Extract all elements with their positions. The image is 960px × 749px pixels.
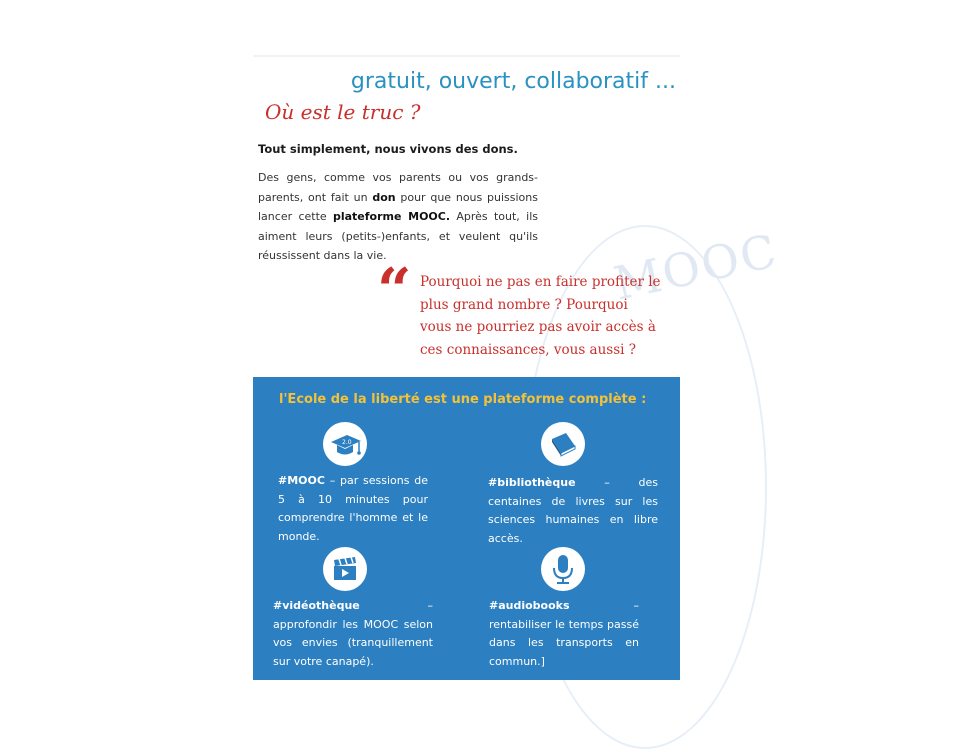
quote-line: vous ne pourriez pas avoir accès à xyxy=(420,319,656,335)
feature-bibliotheque-text xyxy=(488,474,658,548)
intro-paragraph xyxy=(258,168,538,266)
feature-mooc-text xyxy=(278,472,428,546)
page-subtitle: Où est le truc ? xyxy=(265,100,421,124)
feature-videotheque-tag: #vidéothèque xyxy=(273,599,360,612)
feature-audiobooks-text xyxy=(489,597,639,671)
intro-lead: Tout simplement, nous vivons des dons. xyxy=(258,142,518,156)
features-panel xyxy=(253,377,680,680)
feature-audiobooks-tag: #audiobooks xyxy=(489,599,570,612)
flyer-page xyxy=(253,55,783,680)
feature-videotheque-text xyxy=(273,597,433,671)
clapperboard-icon xyxy=(323,547,367,591)
pull-quote xyxy=(420,271,690,361)
microphone-icon xyxy=(541,547,585,591)
intro-text-1: Des gens, comme vos parents ou vos grands-parents, ont fait un xyxy=(258,171,538,204)
quote-line: ces connaissances, vous aussi ? xyxy=(420,341,636,358)
intro-bold-platform: plateforme MOOC. xyxy=(332,210,451,223)
intro-bold-don: don xyxy=(372,190,396,204)
page-title: gratuit, ouvert, collaboratif ... xyxy=(350,69,676,94)
feature-bibliotheque-tag: #bibliothèque xyxy=(488,476,576,489)
feature-mooc-tag: #MOOC xyxy=(278,474,325,487)
mooc-watermark: MOOC xyxy=(609,223,783,311)
quote-mark-icon: “ xyxy=(377,256,412,326)
svg-text:2.0: 2.0 xyxy=(342,439,352,446)
feature-mooc-desc: – par sessions de 5 à 10 minutes pour comprendre l'homme et le monde. xyxy=(278,474,428,543)
features-title: l'Ecole de la liberté est une plateforme complète : xyxy=(279,392,647,407)
intro-text-3: Après tout, ils aiment leurs (petits-)enfants, et veulent qu'ils réussissent dans la vie. xyxy=(258,210,538,262)
graduation-cap-icon xyxy=(323,422,367,466)
feature-videotheque-desc: – approfondir les MOOC selon vos envies (tranquillement sur votre canapé). xyxy=(273,599,433,668)
quote-line: Pourquoi ne pas en faire profiter le xyxy=(420,274,661,290)
feature-bibliotheque-desc: – des centaines de livres sur les sciences humaines en libre accès. xyxy=(488,476,658,545)
feature-audiobooks-desc: – rentabiliser le temps passé dans les transports en commun.] xyxy=(489,599,639,668)
intro-text-2: pour que nous puissions lancer cette xyxy=(258,190,538,223)
book-icon xyxy=(541,422,585,466)
quote-line: plus grand nombre ? Pourquoi xyxy=(420,296,628,313)
top-divider xyxy=(253,55,680,57)
